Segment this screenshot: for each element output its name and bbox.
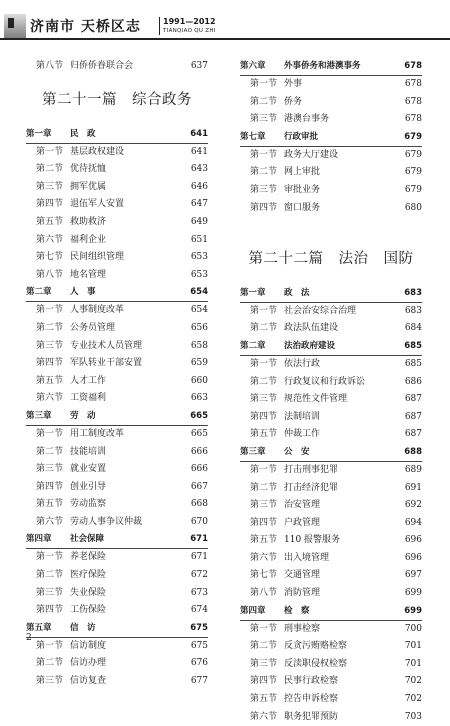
entry-page: 696: [404, 535, 422, 546]
entry-label: 第三节: [250, 114, 278, 125]
entry-title: 基层政权建设: [70, 146, 125, 157]
entry-label: 第一章: [26, 128, 52, 139]
toc-section-entry: [240, 374, 422, 392]
entry-title: 公务员管理: [70, 322, 116, 333]
toc-section-entry: [26, 267, 208, 285]
entry-page: 697: [404, 570, 422, 581]
entry-page: 646: [190, 181, 208, 192]
entry-page: 687: [404, 411, 422, 422]
toc-section-entry: [240, 426, 422, 444]
entry-title: 人才工作: [70, 375, 107, 386]
entry-page: 658: [190, 340, 208, 351]
entry-page: 687: [404, 429, 422, 440]
entry-label: 第六节: [250, 711, 278, 722]
entry-title: 军队转业干部安置: [70, 358, 143, 369]
entry-label: 第二节: [36, 570, 64, 581]
entry-page: 684: [404, 323, 422, 334]
entry-page: 656: [190, 322, 208, 333]
toc-section-entry: [240, 200, 422, 218]
publication-years: 1991—2012: [163, 17, 216, 26]
entry-title: 消防管理: [284, 588, 321, 599]
toc-section-entry: [240, 621, 422, 639]
entry-title: 反渎职侵权检察: [284, 658, 348, 669]
entry-title: 劳动监察: [70, 499, 107, 510]
toc-section-entry: [240, 320, 422, 338]
entry-title: 工伤保险: [70, 605, 107, 616]
entry-page: 683: [404, 305, 422, 316]
entry-title: 外事侨务和港澳事务: [284, 61, 361, 71]
toc-section-entry: [240, 147, 422, 165]
entry-page: 687: [404, 394, 422, 405]
toc-section-entry: [240, 480, 422, 498]
entry-page: 677: [190, 676, 208, 687]
entry-title: 用工制度改革: [70, 428, 125, 439]
entry-page: 666: [190, 446, 208, 457]
entry-title: 规范性文件管理: [284, 394, 348, 405]
entry-label: 第一节: [250, 149, 278, 160]
entry-title: 民 政: [70, 128, 96, 139]
entry-title: 依法行政: [284, 358, 321, 369]
entry-title: 社会保障: [70, 534, 105, 545]
entry-title: 信访复查: [70, 676, 107, 687]
entry-title: 归侨侨眷联合会: [70, 61, 134, 71]
entry-title: 民间组织管理: [70, 252, 125, 263]
entry-title: 失业保险: [70, 587, 107, 598]
entry-page: 653: [190, 269, 208, 280]
entry-page: 654: [190, 305, 208, 316]
entry-title: 技能培训: [70, 446, 107, 457]
entry-label: 第三节: [250, 500, 278, 511]
toc-left-column: [26, 58, 208, 691]
entry-title: 民事行政检察: [284, 676, 339, 687]
entry-title: 信访办理: [70, 658, 107, 669]
toc-section-entry: [26, 567, 208, 585]
entry-label: 第五节: [250, 694, 278, 705]
entry-title: 出入境管理: [284, 552, 330, 563]
entry-page: 668: [190, 499, 208, 510]
entry-label: 第四节: [36, 605, 64, 616]
entry-label: 第六节: [36, 516, 64, 527]
toc-section-entry: [26, 179, 208, 197]
header-rule: [0, 38, 450, 40]
entry-label: 第三节: [36, 340, 64, 351]
toc-section-entry: [26, 585, 208, 603]
toc-section-entry: [26, 673, 208, 691]
entry-title: 信访制度: [70, 640, 107, 651]
entry-title: 人事制度改革: [70, 305, 125, 316]
entry-page: 673: [190, 587, 208, 598]
entry-label: 第二节: [250, 641, 278, 652]
entry-title: 地名管理: [70, 269, 107, 280]
entry-title: 检 察: [284, 605, 310, 616]
entry-label: 第二节: [250, 482, 278, 493]
entry-page: 671: [190, 534, 208, 545]
entry-title: 窗口服务: [284, 202, 321, 213]
entry-label: 第八节: [250, 588, 278, 599]
entry-title: 仲裁工作: [284, 429, 321, 440]
entry-label: 第二节: [36, 322, 64, 333]
entry-page: 700: [404, 623, 422, 634]
toc-chapter-entry: [240, 444, 422, 462]
entry-label: 第五节: [36, 375, 64, 386]
toc-section-entry: [240, 94, 422, 112]
entry-page: 665: [190, 410, 208, 421]
entry-page: 686: [404, 376, 422, 387]
entry-title: 创业引导: [70, 481, 107, 492]
entry-page: 651: [190, 234, 208, 245]
toc-section-entry: [26, 232, 208, 250]
publication-title: 济南市 天桥区志: [30, 19, 141, 35]
entry-label: 第三节: [250, 394, 278, 405]
entry-title: 劳 动: [70, 410, 96, 421]
publication-pinyin: TIANQIAO QU ZHI: [163, 28, 216, 34]
entry-label: 第五节: [250, 429, 278, 440]
entry-label: 第三节: [250, 658, 278, 669]
entry-title: 港澳台事务: [284, 114, 330, 125]
entry-page: 679: [404, 167, 422, 178]
entry-label: 第一节: [36, 428, 64, 439]
entry-label: 第一节: [250, 79, 278, 89]
toc-section-entry: [26, 338, 208, 356]
toc-section-entry: [240, 567, 422, 585]
entry-label: 第二章: [26, 287, 52, 298]
toc-section-entry: [240, 691, 422, 709]
entry-page: 701: [404, 641, 422, 652]
toc-chapter-entry: [26, 126, 208, 144]
entry-title: 就业安置: [70, 464, 107, 475]
entry-page: 672: [190, 570, 208, 581]
entry-page: 647: [190, 199, 208, 210]
entry-label: 第三节: [36, 464, 64, 475]
entry-label: 第二节: [250, 323, 278, 334]
entry-label: 第一节: [250, 305, 278, 316]
entry-page: 667: [190, 481, 208, 492]
entry-label: 第四章: [26, 534, 52, 545]
entry-label: 第四节: [36, 481, 64, 492]
entry-label: 第三节: [250, 184, 278, 195]
entry-page: 653: [190, 252, 208, 263]
entry-title: 专业技术人员管理: [70, 340, 143, 351]
toc-section-entry: [240, 76, 422, 94]
toc-chapter-entry: [240, 58, 422, 76]
entry-title: 刑事检察: [284, 623, 321, 634]
entry-label: 第一节: [36, 146, 64, 157]
entry-title: 法治政府建设: [284, 340, 336, 351]
toc-section-entry: [26, 320, 208, 338]
entry-page: 649: [190, 216, 208, 227]
toc-section-entry: [240, 303, 422, 321]
entry-page: 703: [404, 711, 422, 722]
toc-section-entry: [240, 182, 422, 200]
entry-label: 第四节: [250, 517, 278, 528]
entry-page: 665: [190, 428, 208, 439]
entry-label: 第二节: [250, 96, 278, 107]
entry-page: 671: [190, 552, 208, 563]
toc-section-entry: [240, 656, 422, 674]
entry-title: 控告申诉检察: [284, 694, 339, 705]
entry-label: 第二节: [36, 164, 64, 175]
entry-page: 660: [190, 375, 208, 386]
entry-label: 第四节: [250, 202, 278, 213]
entry-title: 社会治安综合治理: [284, 305, 357, 316]
entry-title: 侨务: [284, 96, 303, 107]
entry-page: 701: [404, 658, 422, 669]
entry-title: 行政复议和行政诉讼: [284, 376, 366, 387]
entry-page: 680: [404, 202, 422, 213]
entry-title: 公 安: [284, 446, 310, 457]
entry-title: 劳动人事争议仲裁: [70, 516, 143, 527]
toc-section-entry: [26, 214, 208, 232]
toc-section-entry: [26, 302, 208, 320]
entry-label: 第二节: [250, 376, 278, 387]
toc-section-entry: [26, 196, 208, 214]
page-number: 2: [26, 633, 32, 643]
toc-section-entry: [26, 444, 208, 462]
entry-page: 675: [190, 622, 208, 633]
entry-title: 工资福利: [70, 393, 107, 404]
toc-section-entry: [26, 373, 208, 391]
toc-section-entry: [26, 355, 208, 373]
entry-title: 户政管理: [284, 517, 321, 528]
entry-page: 685: [404, 340, 422, 351]
toc-chapter-entry: [240, 338, 422, 356]
toc-section-entry: [26, 161, 208, 179]
toc-section-entry: [240, 497, 422, 515]
entry-page: 663: [190, 393, 208, 404]
toc-section-entry: [26, 58, 208, 76]
header-emblem-image: [4, 14, 26, 40]
toc-section-entry: [240, 515, 422, 533]
entry-page: 689: [404, 464, 422, 475]
entry-label: 第六节: [36, 393, 64, 404]
toc-section-entry: [26, 655, 208, 673]
entry-title: 人 事: [70, 287, 96, 298]
entry-label: 第六章: [240, 61, 266, 71]
entry-page: 659: [190, 358, 208, 369]
entry-title: 优待抚恤: [70, 164, 107, 175]
part-heading: 第二十一篇 综合政务: [42, 91, 192, 108]
entry-page: 643: [190, 164, 208, 175]
entry-label: 第三章: [240, 446, 266, 457]
page-header: [0, 0, 450, 42]
toc-section-entry: [240, 550, 422, 568]
entry-label: 第一节: [36, 305, 64, 316]
entry-page: 670: [190, 516, 208, 527]
entry-page: 683: [404, 287, 422, 298]
toc-chapter-entry: [240, 603, 422, 621]
entry-title: 110 报警服务: [284, 535, 341, 546]
toc-section-entry: [26, 549, 208, 567]
toc-section-entry: [26, 602, 208, 620]
entry-label: 第八节: [36, 269, 64, 280]
toc-section-entry: [240, 164, 422, 182]
entry-title: 职务犯罪预防: [284, 711, 339, 722]
entry-label: 第一节: [36, 640, 64, 651]
toc-section-entry: [26, 479, 208, 497]
entry-label: 第三节: [36, 181, 64, 192]
entry-page: 678: [404, 79, 422, 89]
entry-title: 拥军优属: [70, 181, 107, 192]
toc-chapter-entry: [26, 531, 208, 549]
toc-section-entry: [26, 390, 208, 408]
entry-label: 第七章: [240, 131, 266, 142]
entry-label: 第四节: [250, 411, 278, 422]
entry-page: 699: [404, 605, 422, 616]
entry-title: 审批业务: [284, 184, 321, 195]
entry-label: 第七节: [250, 570, 278, 581]
entry-title: 政务大厅建设: [284, 149, 339, 160]
entry-page: 666: [190, 464, 208, 475]
entry-label: 第四节: [36, 358, 64, 369]
entry-page: 675: [190, 640, 208, 651]
entry-label: 第二节: [250, 167, 278, 178]
entry-page: 702: [404, 694, 422, 705]
entry-page: 691: [404, 482, 422, 493]
entry-title: 政法队伍建设: [284, 323, 339, 334]
entry-page: 641: [190, 146, 208, 157]
toc-right-column: [240, 58, 422, 726]
entry-page: 676: [190, 658, 208, 669]
entry-page: 692: [404, 500, 422, 511]
toc-section-entry: [26, 461, 208, 479]
entry-title: 反贪污贿赂检察: [284, 641, 348, 652]
entry-label: 第六节: [250, 552, 278, 563]
entry-title: 医疗保险: [70, 570, 107, 581]
entry-page: 702: [404, 676, 422, 687]
toc-section-entry: [240, 462, 422, 480]
entry-label: 第三节: [36, 676, 64, 687]
toc-section-entry: [26, 496, 208, 514]
entry-label: 第一节: [250, 623, 278, 634]
entry-title: 交通管理: [284, 570, 321, 581]
toc-chapter-entry: [240, 129, 422, 147]
part-heading: 第二十二篇 法治 国防: [248, 250, 414, 267]
toc-chapter-entry: [26, 620, 208, 638]
toc-chapter-entry: [240, 285, 422, 303]
entry-title: 养老保险: [70, 552, 107, 563]
entry-title: 网上审批: [284, 167, 321, 178]
toc-section-entry: [240, 585, 422, 603]
entry-page: 641: [190, 128, 208, 139]
entry-page: 678: [404, 61, 422, 71]
entry-page: 674: [190, 605, 208, 616]
entry-page: 637: [190, 61, 208, 71]
entry-label: 第三节: [36, 587, 64, 598]
toc-section-entry: [240, 673, 422, 691]
toc-section-entry: [26, 426, 208, 444]
toc-section-entry: [240, 356, 422, 374]
spacer: [240, 217, 422, 235]
entry-page: 679: [404, 184, 422, 195]
entry-page: 685: [404, 358, 422, 369]
entry-page: 678: [404, 96, 422, 107]
entry-label: 第二节: [36, 446, 64, 457]
entry-label: 第四节: [36, 199, 64, 210]
entry-label: 第四章: [240, 605, 266, 616]
entry-title: 福利企业: [70, 234, 107, 245]
entry-page: 679: [404, 149, 422, 160]
entry-label: 第五节: [36, 499, 64, 510]
entry-page: 679: [404, 131, 422, 142]
entry-label: 第一节: [36, 552, 64, 563]
toc-section-entry: [26, 638, 208, 656]
entry-title: 打击经济犯罪: [284, 482, 339, 493]
entry-title: 退伍军人安置: [70, 199, 125, 210]
entry-label: 第一章: [240, 287, 266, 298]
entry-title: 外事: [284, 79, 303, 89]
entry-page: 694: [404, 517, 422, 528]
toc-section-entry: [26, 514, 208, 532]
entry-label: 第五节: [250, 535, 278, 546]
entry-title: 打击刑事犯罪: [284, 464, 339, 475]
entry-label: 第四节: [250, 676, 278, 687]
toc-section-entry: [240, 111, 422, 129]
header-divider: [159, 17, 160, 35]
toc-section-entry: [240, 638, 422, 656]
entry-title: 政 法: [284, 287, 310, 298]
entry-label: 第五节: [36, 216, 64, 227]
entry-label: 第六节: [36, 234, 64, 245]
entry-page: 688: [404, 446, 422, 457]
entry-label: 第二节: [36, 658, 64, 669]
toc-chapter-entry: [26, 408, 208, 426]
toc-section-entry: [240, 409, 422, 427]
entry-title: 法制培训: [284, 411, 321, 422]
entry-label: 第七节: [36, 252, 64, 263]
toc-section-entry: [240, 391, 422, 409]
entry-page: 696: [404, 552, 422, 563]
entry-page: 699: [404, 588, 422, 599]
toc-section-entry: [26, 249, 208, 267]
entry-label: 第三章: [26, 410, 52, 421]
entry-page: 654: [190, 287, 208, 298]
toc-section-entry: [26, 144, 208, 162]
entry-title: 治安管理: [284, 500, 321, 511]
toc-chapter-entry: [26, 284, 208, 302]
entry-page: 678: [404, 114, 422, 125]
entry-label: 第八节: [36, 61, 64, 71]
toc-section-entry: [240, 709, 422, 726]
entry-title: 信 访: [70, 622, 96, 633]
entry-label: 第五章: [26, 622, 52, 633]
entry-label: 第二章: [240, 340, 266, 351]
entry-label: 第一节: [250, 358, 278, 369]
entry-title: 救助救济: [70, 216, 107, 227]
toc-section-entry: [240, 532, 422, 550]
entry-title: 行政审批: [284, 131, 319, 142]
entry-label: 第一节: [250, 464, 278, 475]
